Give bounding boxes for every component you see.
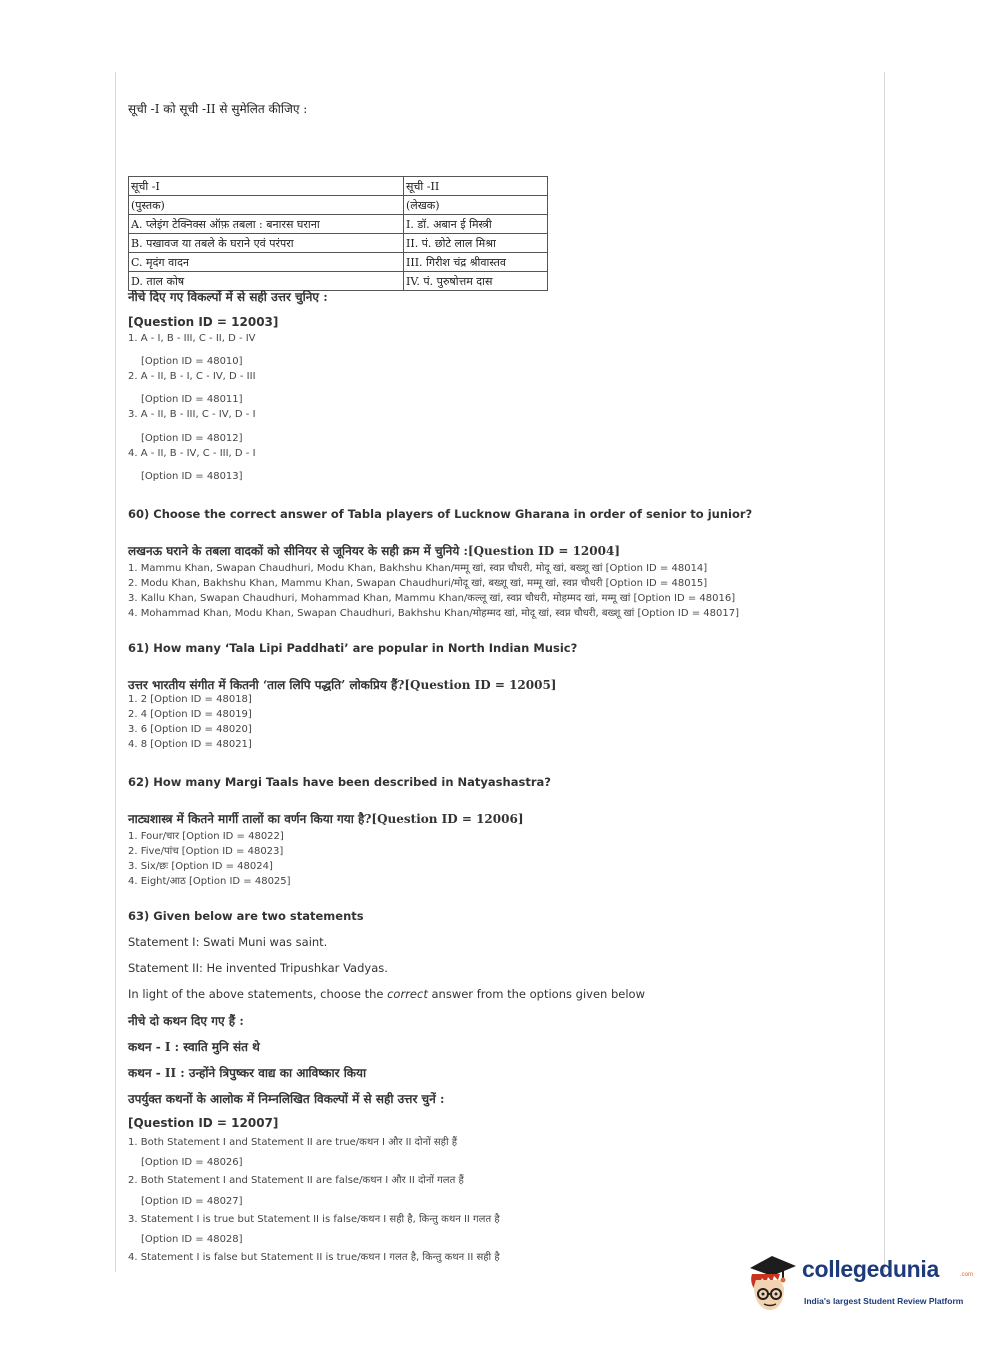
table-row: सूची -I सूची -II: [129, 177, 548, 196]
q61-option-4: 4. 8 [Option ID = 48021]: [128, 739, 252, 750]
q60-option-1: 1. Mammu Khan, Swapan Chaudhuri, Modu Khan, Bakhshu Khan/मम्मू खां, स्वप्न चौधरी, मोदू खां, बख्शू खां [Option ID = 48014]: [128, 563, 708, 574]
table-row: B. पखावज या तबले के घराने एवं परंपरा II. पं. छोटे लाल मिश्रा: [129, 234, 548, 253]
q59-option-3-id: [Option ID = 48012]: [141, 433, 243, 444]
q63-option-1-id: [Option ID = 48026]: [141, 1157, 243, 1168]
q63-title: 63) Given below are two statements: [128, 909, 364, 923]
q59-option-2-id: [Option ID = 48011]: [141, 394, 243, 405]
q60-title: 60) Choose the correct answer of Tabla players of Lucknow Gharana in order of senior to junior?: [128, 507, 753, 521]
q62-hindi: नाट्यशास्त्र में कितने मार्गी तालों का वर्णन किया गया है?[Question ID = 12006]: [128, 812, 524, 826]
logo-domain: .com: [960, 1272, 974, 1278]
q61-title: 61) How many ‘Tala Lipi Paddhati’ are popular in North Indian Music?: [128, 641, 578, 655]
q59-question-id: [Question ID = 12003]: [128, 315, 279, 329]
q63-question-id: [Question ID = 12007]: [128, 1116, 279, 1130]
q63-instruction: In light of the above statements, choose the correct answer from the options given below: [128, 987, 645, 1001]
page-border-right: [884, 72, 885, 1272]
q59-option-1-id: [Option ID = 48010]: [141, 356, 243, 367]
q63-hindi-statement-1: कथन - I : स्वाति मुनि संत थे: [128, 1040, 260, 1054]
mascot-icon: [742, 1250, 800, 1314]
page-border-left: [115, 72, 116, 1272]
q63-statement-2: Statement II: He invented Tripushkar Vadyas.: [128, 961, 388, 975]
q61-option-1: 1. 2 [Option ID = 48018]: [128, 694, 252, 705]
match-table: [128, 176, 548, 291]
q60-option-2: 2. Modu Khan, Bakhshu Khan, Mammu Khan, Swapan Chaudhuri/मोदू खां, बख्शू खां, मम्मू खां, स्वप्न चौधरी [Option ID = 48015]: [128, 578, 708, 589]
q62-option-3: 3. Six/छः [Option ID = 48024]: [128, 861, 273, 872]
table-row: (पुस्तक) (लेखक): [129, 196, 548, 215]
q60-option-3: 3. Kallu Khan, Swapan Chaudhuri, Mohammad Khan, Mammu Khan/कल्लू खां, स्वप्न चौधरी, मोहम्मद खां, मम्मू खां [Option ID = 48016]: [128, 593, 736, 604]
q63-option-3-id: [Option ID = 48028]: [141, 1234, 243, 1245]
q63-hindi-intro: नीचे दो कथन दिए गए हैं :: [128, 1014, 244, 1028]
q62-option-2: 2. Five/पांच [Option ID = 48023]: [128, 846, 284, 857]
q61-hindi: उत्तर भारतीय संगीत में कितनी ‘ताल लिपि पद्धति’ लोकप्रिय हैं?[Question ID = 12005]: [128, 678, 557, 692]
table-row: D. ताल कोष IV. पं. पुरुषोत्तम दास: [129, 272, 548, 291]
q59-option-4-id: [Option ID = 48013]: [141, 471, 243, 482]
q63-hindi-statement-2: कथन - II : उन्होंने त्रिपुष्कर वाद्य का आविष्कार किया: [128, 1066, 367, 1080]
q60-hindi: लखनऊ घराने के तबला वादकों को सीनियर से जूनियर के सही क्रम में चुनिये :[Question ID = 12004]: [128, 544, 621, 558]
collegedunia-logo[interactable]: [742, 1248, 974, 1320]
logo-tagline: India's largest Student Review Platform: [804, 1296, 964, 1306]
q62-title: 62) How many Margi Taals have been described in Natyashastra?: [128, 775, 551, 789]
q62-option-1: 1. Four/चार [Option ID = 48022]: [128, 831, 284, 842]
q60-option-4: 4. Mohammad Khan, Modu Khan, Swapan Chaudhuri, Bakhshu Khan/मोहम्मद खां, मोदू खां, स्वप्न चौधरी, बख्शू खां [Option ID = 48017]: [128, 608, 739, 619]
q63-option-1: 1. Both Statement I and Statement II are true/कथन I और II दोनों सही हैं: [128, 1137, 458, 1148]
table-row: C. मृदंग वादन III. गिरीश चंद्र श्रीवास्तव: [129, 253, 548, 272]
q63-option-2-id: [Option ID = 48027]: [141, 1196, 243, 1207]
q59-option-4: 4. A - II, B - IV, C - III, D - I: [128, 448, 256, 459]
q63-hindi-instruction: उपर्युक्त कथनों के आलोक में निम्नलिखित विकल्पों में से सही उत्तर चुनें :: [128, 1092, 445, 1106]
table-row: A. प्लेइंग टेक्निक्स ऑफ़ तबला : बनारस घराना I. डॉ. अबान ई मिस्त्री: [129, 215, 548, 234]
q62-option-4: 4. Eight/आठ [Option ID = 48025]: [128, 876, 291, 887]
q63-option-3: 3. Statement I is true but Statement II is false/कथन I सही है, किन्तु कथन II गलत है: [128, 1214, 500, 1225]
q59-option-3: 3. A - II, B - III, C - IV, D - I: [128, 409, 256, 420]
match-intro: सूची -I को सूची -II से सुमेलित कीजिए :: [128, 102, 308, 116]
q61-option-2: 2. 4 [Option ID = 48019]: [128, 709, 252, 720]
q59-choose-text: नीचे दिए गए विकल्पों में से सही उत्तर चुनिए :: [128, 290, 328, 304]
q59-option-2: 2. A - II, B - I, C - IV, D - III: [128, 371, 256, 382]
q61-option-3: 3. 6 [Option ID = 48020]: [128, 724, 252, 735]
logo-wordmark: collegedunia: [802, 1256, 939, 1282]
q63-option-4: 4. Statement I is false but Statement II is true/कथन I गलत है, किन्तु कथन II सही है: [128, 1252, 500, 1263]
q63-option-2: 2. Both Statement I and Statement II are false/कथन I और II दोनों गलत हैं: [128, 1175, 464, 1186]
q59-option-1: 1. A - I, B - III, C - II, D - IV: [128, 333, 256, 344]
q63-statement-1: Statement I: Swati Muni was saint.: [128, 935, 328, 949]
